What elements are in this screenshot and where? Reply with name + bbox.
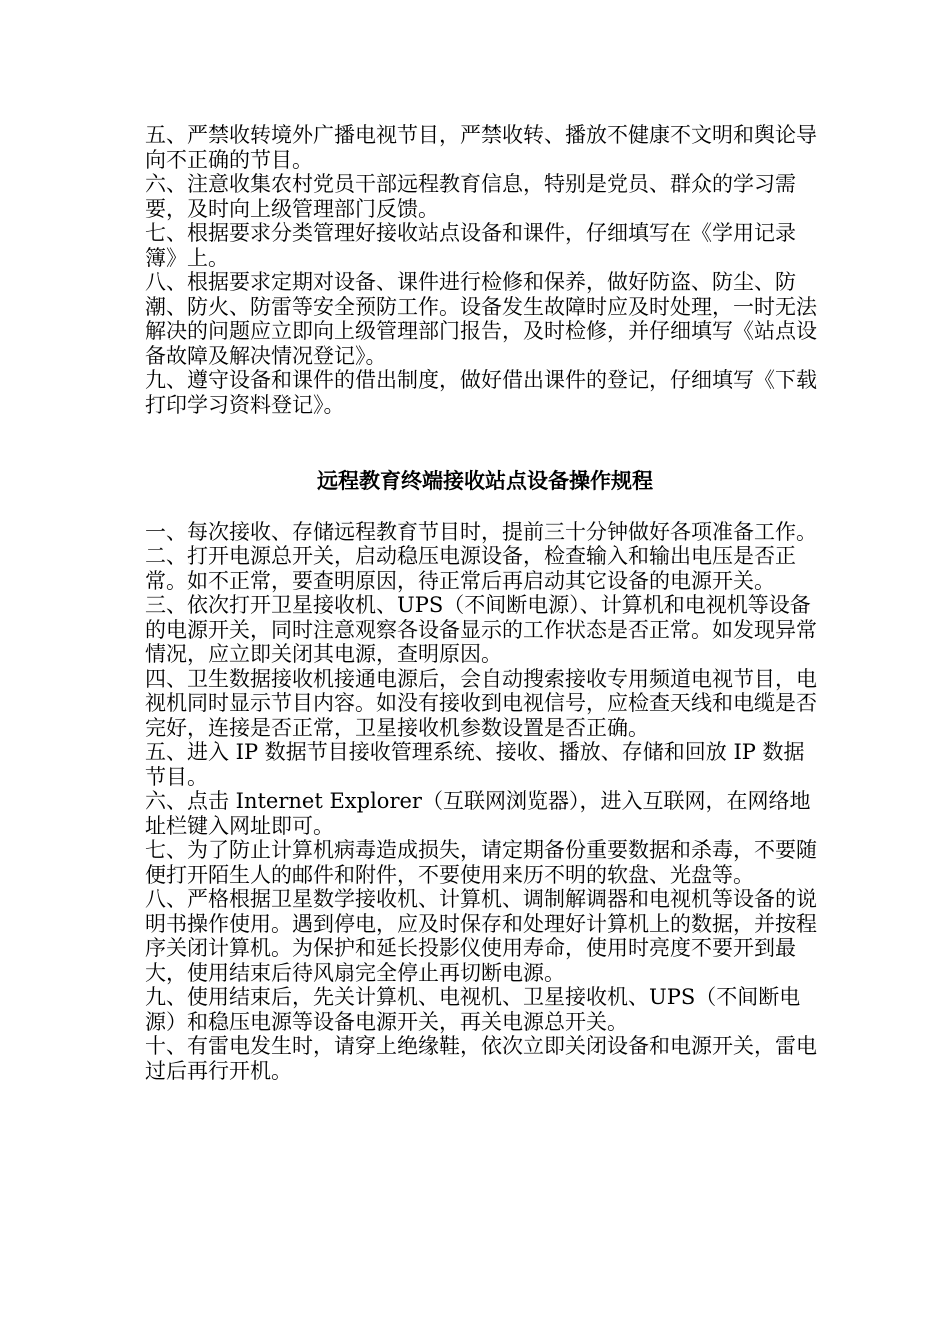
duty-rules-section — [145, 123, 825, 417]
procedure-paragraph-9: 九、使用结束后，先关计算机、电视机、卫星接收机、UPS（不间断电源）和稳压电源等设备电源开关，再关电源总开关。 — [145, 985, 801, 1034]
procedure-paragraph-8: 八、严格根据卫星数学接收机、计算机、调制解调器和电视机等设备的说明书操作使用。遇到停电，应及时保存和处理好计算机上的数据，并按程序关闭计算机。为保护和延长投影仪使用寿命，使用时亮度不要开到最大，使用结束后待风扇完全停止再切断电源。 — [145, 887, 817, 985]
rule-paragraph-8: 八、根据要求定期对设备、课件进行检修和保养，做好防盗、防尘、防潮、防火、防雷等安全预防工作。设备发生故障时应及时处理，一时无法解决的问题应立即向上级管理部门报告，及时检修，并仔细填写《站点设备故障及解决情况登记》。 — [145, 270, 817, 368]
procedure-paragraph-5: 五、进入 IP 数据节目接收管理系统、接收、播放、存储和回放 IP 数据节目。 — [145, 740, 805, 789]
operation-procedure-title: 远程教育终端接收站点设备操作规程 — [317, 468, 653, 493]
spacer — [145, 417, 825, 469]
procedure-paragraph-7: 七、为了防止计算机病毒造成损失，请定期备份重要数据和杀毒，不要随便打开陌生人的邮件和附件，不要使用来历不明的软盘、光盘等。 — [145, 838, 817, 887]
procedure-paragraph-6: 六、点击 Internet Explorer（互联网浏览器），进入互联网，在网络地址栏键入网址即可。 — [145, 789, 811, 838]
rule-paragraph-9: 九、遵守设备和课件的借出制度，做好借出课件的登记，仔细填写《下载打印学习资料登记》。 — [145, 368, 817, 417]
rule-paragraph-7: 七、根据要求分类管理好接收站点设备和课件，仔细填写在《学用记录簿》上。 — [145, 221, 796, 270]
spacer — [145, 494, 825, 520]
rule-paragraph-5: 五、严禁收转境外广播电视节目，严禁收转、播放不健康不文明和舆论导向不正确的节目。 — [145, 123, 817, 172]
document-page — [145, 123, 825, 1083]
procedure-paragraph-3: 三、依次打开卫星接收机、UPS（不间断电源）、计算机和电视机等设备的电源开关，同时注意观察各设备显示的工作状态是否正常。如发现异常情况，应立即关闭其电源，查明原因。 — [145, 593, 817, 666]
procedure-paragraph-4: 四、卫生数据接收机接通电源后，会自动搜索接收专用频道电视节目，电视机同时显示节目内容。如没有接收到电视信号，应检查天线和电缆是否完好，连接是否正常，卫星接收机参数设置是否正确。 — [145, 666, 817, 740]
operation-procedure-section — [145, 520, 825, 1084]
rule-paragraph-6: 六、注意收集农村党员干部远程教育信息，特别是党员、群众的学习需要，及时向上级管理部门反馈。 — [145, 172, 796, 221]
procedure-paragraph-1: 一、每次接收、存储远程教育节目时，提前三十分钟做好各项准备工作。 — [145, 519, 817, 544]
procedure-paragraph-10: 十、有雷电发生时，请穿上绝缘鞋，依次立即关闭设备和电源开关，雷电过后再行开机。 — [145, 1034, 817, 1083]
procedure-paragraph-2: 二、打开电源总开关，启动稳压电源设备，检查输入和输出电压是否正常。如不正常，要查明原因，待正常后再启动其它设备的电源开关。 — [145, 544, 796, 593]
